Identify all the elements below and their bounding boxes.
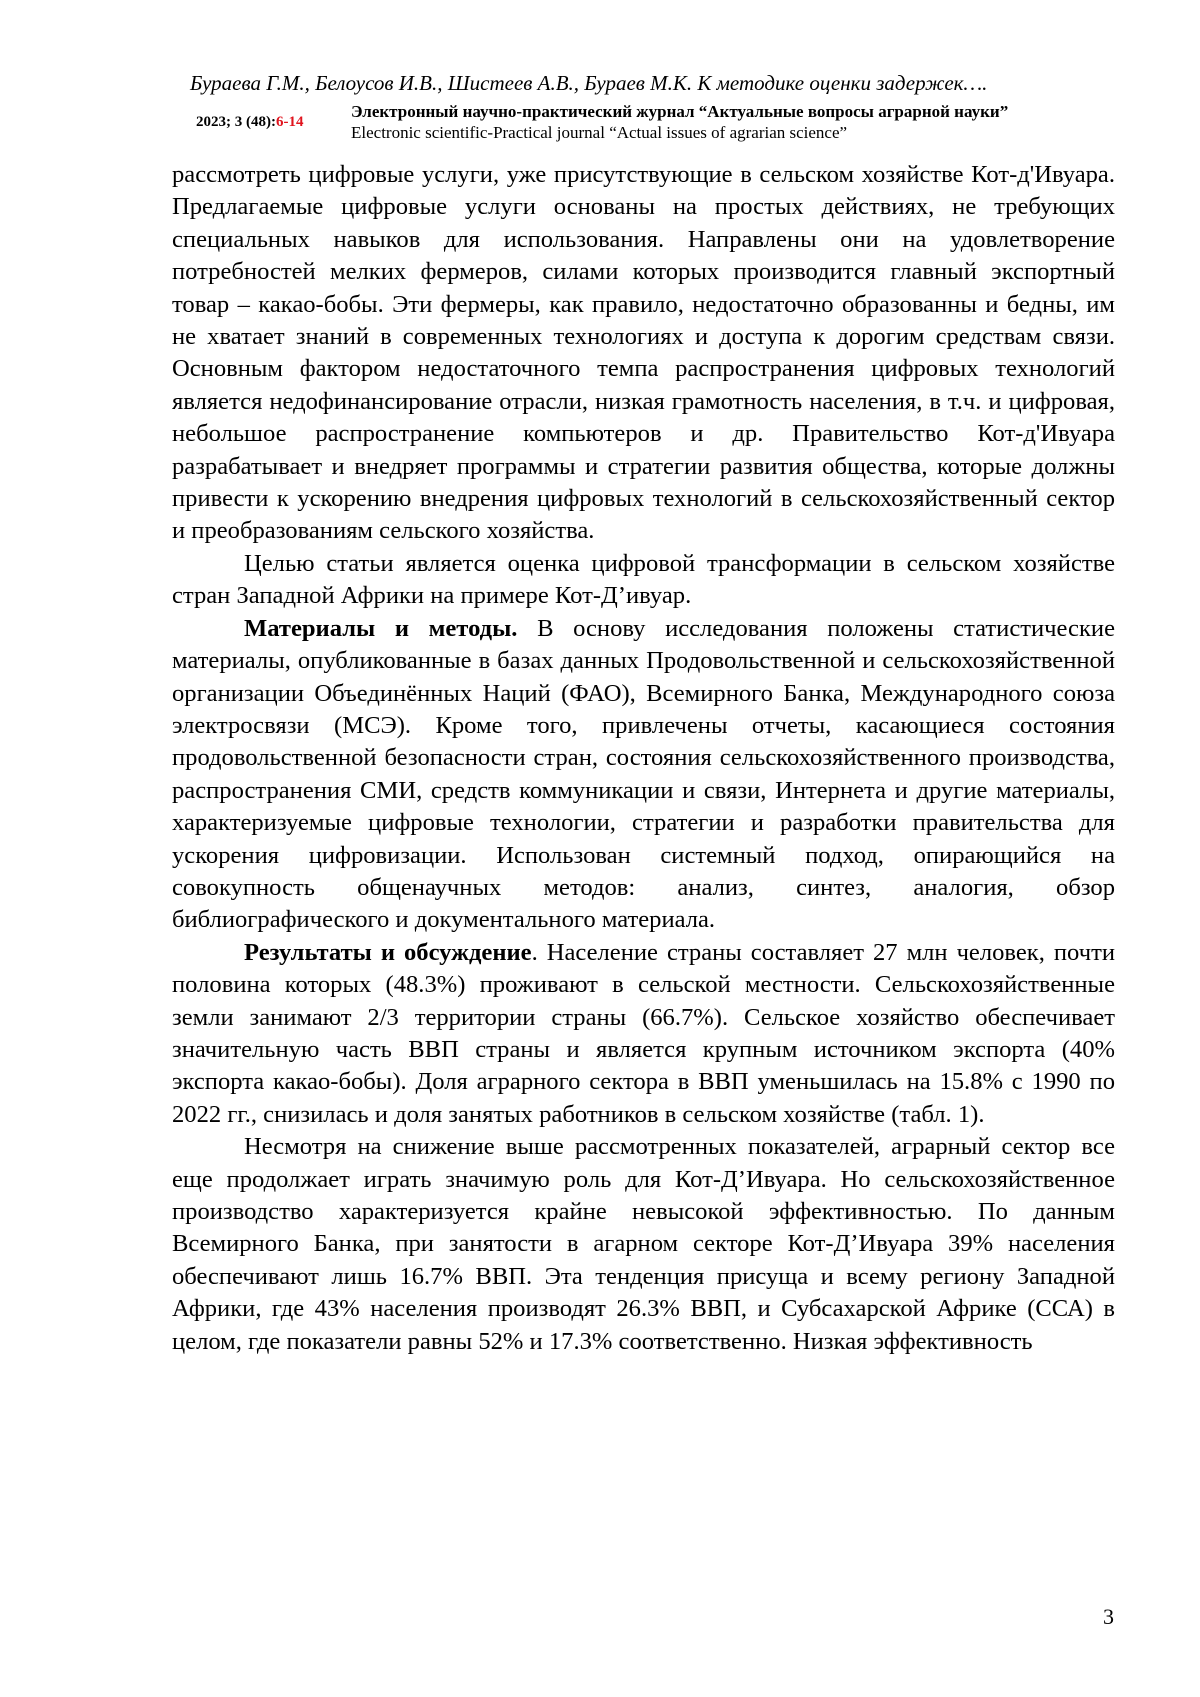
issue-volume: 2023; 3 (48): [196, 114, 276, 130]
running-head: Бураева Г.М., Белоусов И.В., Шистеев А.В., Бураев М.К. К методике оценки задержек…. [190, 71, 988, 95]
paragraph-results [172, 937, 1115, 1131]
issue-info [196, 113, 303, 131]
results-heading: Результаты и обсуждение [244, 938, 532, 966]
paragraph-digital-services: рассмотреть цифровые услуги, уже присутствующие в сельском хозяйстве Кот-д'Ивуара. Предлагаемые цифровые услуги основаны на простых действиях, не требующих специальных навыков для использования. Направлены они на удовлетворение потребностей мелких фермеров, силами которых производится главный экспортный товар – какао-бобы. Эти фермеры, как правило, недостаточно образованны и бедны, им не хватает знаний в современных технологиях и доступа к дорогим средствам связи. Основным фактором недостаточного темпа распространения цифровых технологий является недофинансирование отрасли, низкая грамотность населения, в т.ч. и цифровая, небольшое распространение компьютеров и др. Правительство Кот-д'Ивуара разрабатывает и внедряет программы и стратегии развития общества, которые должны привести к ускорению внедрения цифровых технологий в сельскохозяйственный сектор и преобразованиям сельского хозяйства. [172, 161, 1115, 545]
methods-text: В основу исследования положены статистические материалы, опубликованные в базах данных Продовольственной и сельскохозяйственной организации Объединённых Наций (ФАО), Всемирного Банка, Международного союза электросвязи (МСЭ). Кроме того, привлечены отчеты, касающиеся состояния продовольственной безопасности стран, состояния сельскохозяйственного производства, распространения СМИ, средств коммуникации и связи, Интернета и другие материалы, характеризуемые цифровые технологии, стратегии и разработки правительства для ускорения цифровизации. Использован системный подход, опирающийся на совокупность общенаучных методов: анализ, синтез, аналогия, обзор библиографического и документального материала. [172, 614, 1115, 934]
paragraph-methods [172, 613, 1115, 937]
journal-title-en: Electronic scientific-Practical journal “Actual issues of agrarian science” [351, 123, 848, 142]
results-text: . Население страны составляет 27 млн человек, почти половина которых (48.3%) проживают в сельской местности. Сельскохозяйственные земли занимают 2/3 территории страны (66.7%). Сельское хозяйство обеспечивает значительную часть ВВП страны и является крупным источником экспорта (40% экспорта какао-бобы). Доля аграрного сектора в ВВП уменьшилась на 15.8% с 1990 по 2022 гг., снизилась и доля занятых работников в сельском хозяйстве (табл. 1). [172, 938, 1115, 1128]
paragraph-efficiency: Несмотря на снижение выше рассмотренных показателей, аграрный сектор все еще продолжает играть значимую роль для Кот-Д’Ивуара. Но сельскохозяйственное производство характеризуется крайне невысокой эффективностью. По данным Всемирного Банка, при занятости в агарном секторе Кот-Д’Ивуара 39% населения обеспечивают лишь 16.7% ВВП. Эта тенденция присуща и всему региону Западной Африки, где 43% населения производят 26.3% ВВП, и Субсахарской Африке (ССА) в целом, где показатели равны 52% и 17.3% соответственно. Низкая эффективность [172, 1133, 1115, 1355]
paragraph-aim: Целью статьи является оценка цифровой трансформации в сельском хозяйстве стран Западной Африки на примере Кот-Д’ивуар. [172, 549, 1115, 610]
page-range: 6-14 [275, 114, 304, 130]
methods-heading: Материалы и методы. [244, 614, 518, 642]
journal-title-ru: Электронный научно-практический журнал “Актуальные вопросы аграрной науки” [351, 102, 1009, 121]
article-body [172, 159, 1115, 1358]
page-number: 3 [1103, 1604, 1114, 1629]
